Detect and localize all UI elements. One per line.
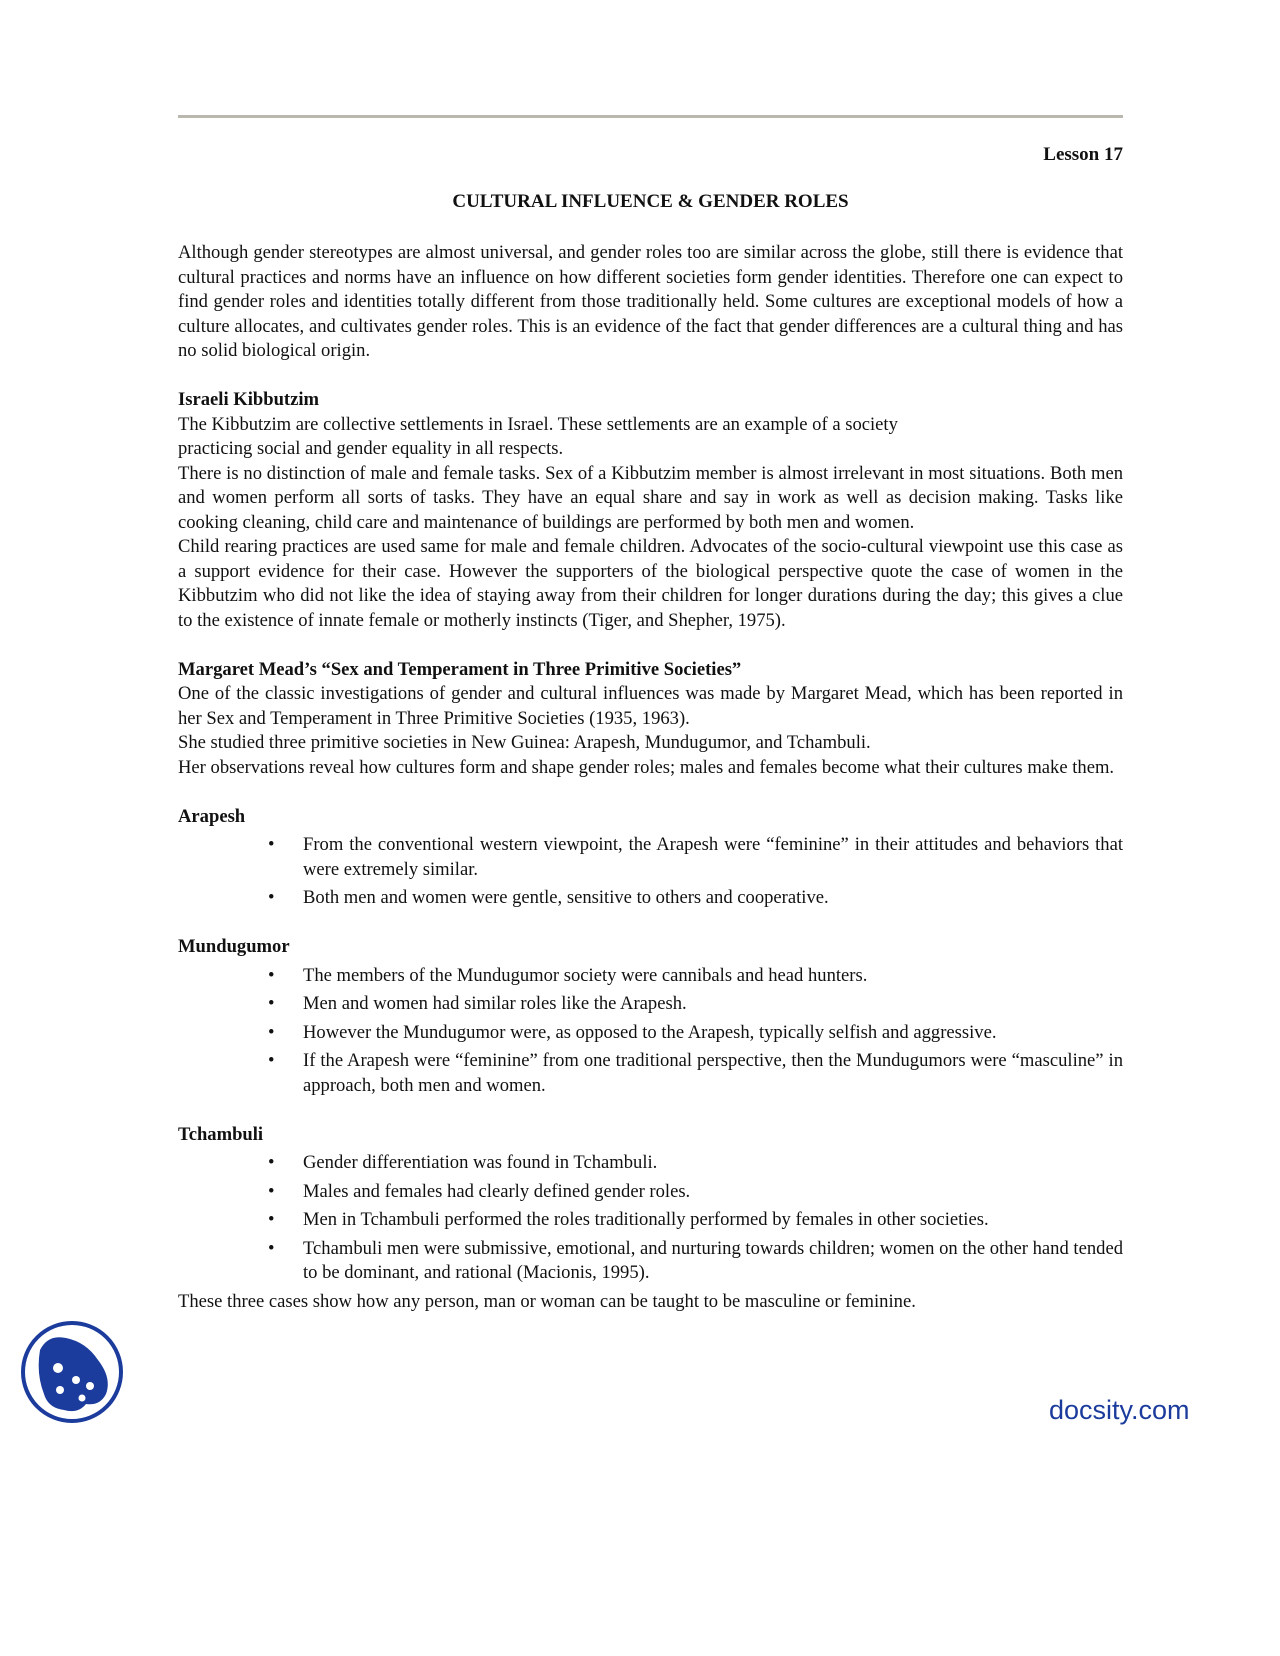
list-item bbox=[178, 1021, 1123, 1046]
intro-paragraph: Although gender stereotypes are almost universal, and gender roles too are similar across the globe, still there is evidence that cultural practices and norms have an influence on how different societies form gender identities. Therefore one can expect to find gender roles and identities totally different from those traditionally held. Some cultures are exceptional models of how a culture allocates, and cultivates gender roles. This is an evidence of the fact that gender differences are a cultural thing and has no solid biological origin. bbox=[178, 242, 1123, 361]
list-item-text: However the Mundugumor were, as opposed to the Arapesh, typically selfish and aggressive. bbox=[303, 1021, 997, 1043]
list-item-text: From the conventional western viewpoint, the Arapesh were “feminine” in their attitudes and behaviors that were extremely similar. bbox=[303, 834, 1123, 880]
kibbutzim-paragraph-3: Child rearing practices are used same for male and female children. Advocates of the socio-cultural viewpoint use this case as a support evidence for their case. However the supporters of the biological perspective quote the case of women in the Kibbutzim who did not like the idea of staying away from their children for longer durations during the day; this gives a clue to the existence of innate female or motherly instincts (Tiger, and Shepher, 1975). bbox=[178, 536, 1123, 631]
list-item-text: Males and females had clearly defined gender roles. bbox=[303, 1180, 691, 1202]
list-item bbox=[178, 1180, 1123, 1205]
kibbutzim-line2: practicing social and gender equality in all respects. bbox=[178, 438, 564, 459]
section-heading-mead: Margaret Mead’s “Sex and Temperament in Three Primitive Societies” bbox=[178, 658, 742, 680]
list-item bbox=[178, 1151, 1123, 1176]
bullet-icon: • bbox=[268, 1237, 275, 1259]
list-item-text: Both men and women were gentle, sensitive to others and cooperative. bbox=[303, 887, 829, 908]
bullet-list bbox=[178, 964, 1123, 1099]
bullet-icon: • bbox=[268, 887, 275, 908]
bullet-icon: • bbox=[268, 1180, 275, 1202]
bullet-list bbox=[178, 833, 1123, 911]
document-body bbox=[178, 241, 1123, 1314]
mead-paragraph-3: Her observations reveal how cultures form and shape gender roles; males and females become what their cultures make them. bbox=[178, 756, 1115, 778]
lesson-number: Lesson 17 bbox=[1043, 144, 1123, 165]
list-item-text: Tchambuli men were submissive, emotional, and nurturing towards children; women on the other hand tended to be dominant, and rational (Macionis, 1995). bbox=[303, 1237, 1123, 1283]
list-item bbox=[178, 1049, 1123, 1098]
closing-paragraph: These three cases show how any person, man or woman can be taught to be masculine or feminine. bbox=[178, 1290, 916, 1312]
list-item bbox=[178, 964, 1123, 989]
docsity-logo-icon bbox=[20, 1320, 124, 1424]
bullet-icon: • bbox=[268, 1209, 275, 1230]
kibbutzim-paragraph-2: There is no distinction of male and female tasks. Sex of a Kibbutzim member is almost irrelevant in most situations. Both men and women perform all sorts of tasks. They have an equal share and say in work as well as decision making. Tasks like cooking cleaning, child care and maintenance of buildings are performed by both men and women. bbox=[178, 462, 1123, 533]
bullet-icon: • bbox=[268, 834, 275, 855]
list-item-text: The members of the Mundugumor society were cannibals and head hunters. bbox=[303, 964, 868, 986]
list-item bbox=[178, 886, 1123, 911]
list-item-text: Gender differentiation was found in Tchambuli. bbox=[303, 1152, 658, 1173]
bullet-icon: • bbox=[268, 993, 275, 1014]
section-heading-arapesh: Arapesh bbox=[178, 805, 246, 827]
kibbutzim-line1: The Kibbutzim are collective settlements in Israel. These settlements are an example of a society bbox=[178, 413, 898, 435]
list-item-text: If the Arapesh were “feminine” from one traditional perspective, then the Mundugumors were “masculine” in approach, both men and women. bbox=[303, 1050, 1123, 1096]
list-item-text: Men in Tchambuli performed the roles traditionally performed by females in other societies. bbox=[303, 1209, 989, 1230]
mead-paragraph-2: She studied three primitive societies in New Guinea: Arapesh, Mundugumor, and Tchambuli. bbox=[178, 732, 871, 753]
list-item bbox=[178, 833, 1123, 882]
page-title: CULTURAL INFLUENCE & GENDER ROLES bbox=[452, 191, 849, 212]
bullet-list bbox=[178, 1151, 1123, 1286]
section-heading-kibbutzim: Israeli Kibbutzim bbox=[178, 389, 320, 410]
bullet-icon: • bbox=[268, 964, 275, 986]
bullet-icon: • bbox=[268, 1021, 275, 1043]
section-heading-mundugumor: Mundugumor bbox=[178, 936, 290, 957]
bullet-icon: • bbox=[268, 1050, 275, 1071]
header-rule bbox=[178, 115, 1123, 118]
mead-paragraph-1: One of the classic investigations of gender and cultural influences was made by Margaret Mead, which has been reported in her Sex and Temperament in Three Primitive Societies (1935, 1963). bbox=[178, 683, 1123, 729]
bullet-icon: • bbox=[268, 1152, 275, 1173]
list-item-text: Men and women had similar roles like the Arapesh. bbox=[303, 993, 687, 1014]
docsity-brand-link[interactable]: docsity.com bbox=[1049, 1395, 1190, 1425]
list-item bbox=[178, 1237, 1123, 1286]
section-heading-tchambuli: Tchambuli bbox=[178, 1123, 264, 1145]
list-item bbox=[178, 992, 1123, 1017]
list-item bbox=[178, 1208, 1123, 1233]
